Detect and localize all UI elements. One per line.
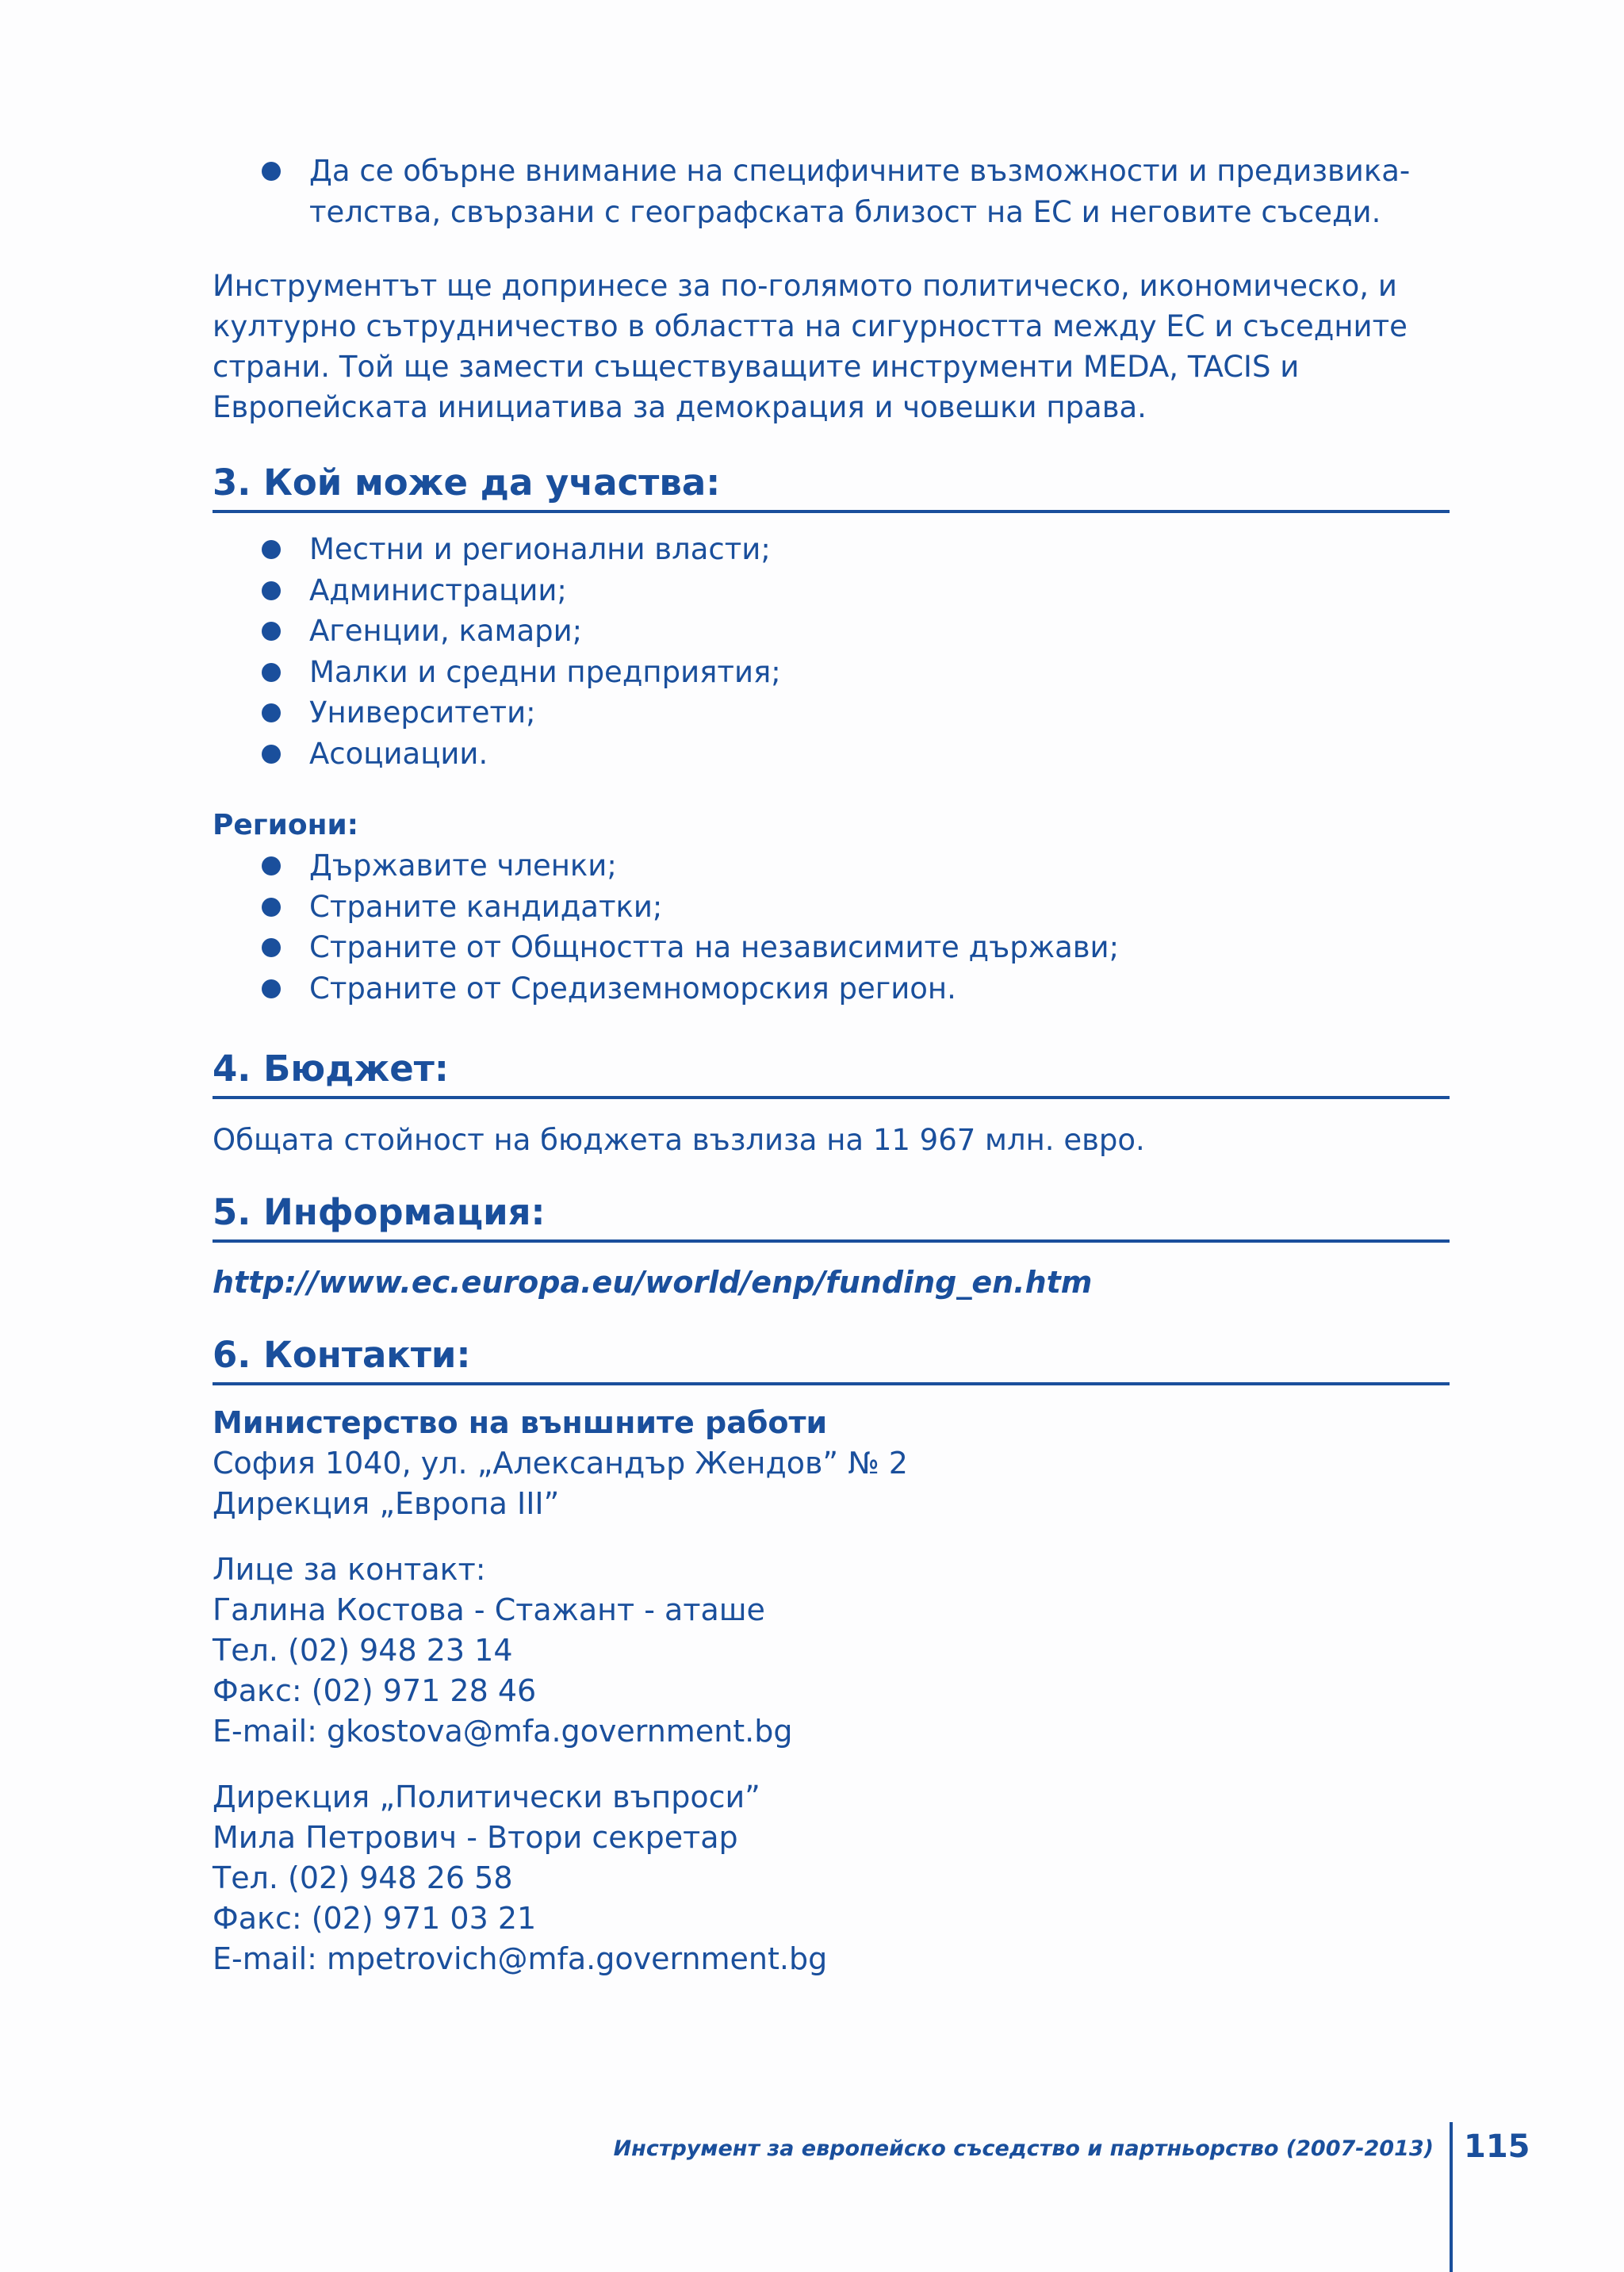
- bullet-icon: [262, 938, 281, 957]
- list-item-text: Страните от Средиземноморския регион.: [309, 971, 956, 1006]
- intro-paragraph: Инструментът ще допринесе за по-голямото политическо, икономическо, и културно сътрудничество в областта на сигурността между ЕС и съседните страни. Той ще замести съществуващите инструменти MEDA, TACIS и Европейската инициатива за демокрация и човешки права.: [213, 269, 1408, 424]
- footer-divider: [1450, 2122, 1453, 2272]
- contact-name: Мила Петрович - Втори секретар: [213, 1820, 738, 1855]
- list-item-text: Асоциации.: [309, 736, 488, 771]
- contact-department: Дирекция „Политически въпроси”: [213, 1780, 760, 1814]
- address-line: София 1040, ул. „Александър Жендов” № 2: [213, 1446, 908, 1481]
- contact-email[interactable]: E-mail: gkostova@mfa.government.bg: [213, 1714, 793, 1749]
- info-link[interactable]: http://www.ec.europa.eu/world/enp/funding_en.htm: [213, 1265, 1093, 1300]
- list-item: [213, 887, 1450, 928]
- list-item-text: Страните от Общността на независимите държави;: [309, 930, 1120, 964]
- bullet-icon: [262, 162, 281, 181]
- page-number: 115: [1464, 2128, 1530, 2165]
- bullet-icon: [262, 898, 281, 917]
- section-heading: 6. Контакти:: [213, 1331, 1450, 1385]
- contact-phone: Тел. (02) 948 23 14: [213, 1633, 513, 1668]
- ministry-name: Министерство на външните работи: [213, 1405, 828, 1440]
- list-item: [213, 529, 1450, 570]
- list-item-text: Държавите членки;: [309, 849, 617, 883]
- bullet-icon: [262, 663, 281, 682]
- bullet-icon: [262, 622, 281, 641]
- contact-fax: Факс: (02) 971 03 21: [213, 1901, 537, 1936]
- list-item-text: Университети;: [309, 695, 536, 730]
- contact-phone: Тел. (02) 948 26 58: [213, 1860, 513, 1895]
- bullet-icon: [262, 581, 281, 600]
- page-content: [213, 151, 1450, 1979]
- intro-bullet-line-2: телства, свързани с географската близост на ЕС и неговите съседи.: [309, 194, 1381, 229]
- contact-email[interactable]: E-mail: mpetrovich@mfa.government.bg: [213, 1941, 828, 1976]
- regions-list: [213, 845, 1450, 1009]
- list-item: [213, 927, 1450, 968]
- list-item: [213, 734, 1450, 775]
- running-footer-title: Инструмент за европейско съседство и партньорство (2007-2013): [613, 2136, 1434, 2161]
- list-item-text: Страните кандидатки;: [309, 889, 663, 924]
- bullet-icon: [262, 540, 281, 559]
- list-item: [213, 968, 1450, 1010]
- bullet-icon: [262, 703, 281, 722]
- participants-list: [213, 529, 1450, 774]
- list-item: [213, 151, 1450, 232]
- section-heading: 3. Кой може да участва:: [213, 459, 1450, 513]
- budget-text: Общата стойност на бюджета възлиза на 11 967 млн. евро.: [213, 1123, 1145, 1157]
- bullet-icon: [262, 856, 281, 875]
- section-heading: 4. Бюджет:: [213, 1045, 1450, 1099]
- list-item-text: Администрации;: [309, 573, 567, 607]
- list-item: [213, 570, 1450, 611]
- contact-person-2: [213, 1777, 1450, 1979]
- list-item: [213, 692, 1450, 734]
- contact-fax: Факс: (02) 971 28 46: [213, 1673, 537, 1708]
- list-item-text: Агенции, камари;: [309, 614, 583, 648]
- bullet-icon: [262, 745, 281, 764]
- contact-person-1: [213, 1550, 1450, 1752]
- section-heading: 5. Информация:: [213, 1189, 1450, 1243]
- directorate-line: Дирекция „Европа III”: [213, 1486, 560, 1521]
- intro-bullet-list: [213, 151, 1450, 232]
- contact-name: Галина Костова - Стажант - аташе: [213, 1592, 765, 1627]
- list-item-text: Малки и средни предприятия;: [309, 654, 781, 689]
- list-item: [213, 611, 1450, 652]
- regions-label: Региони:: [213, 809, 359, 841]
- contacts-block: [213, 1403, 1450, 1979]
- contact-label: Лице за контакт:: [213, 1552, 486, 1587]
- list-item: [213, 652, 1450, 693]
- list-item-text: Местни и регионални власти;: [309, 532, 771, 566]
- list-item: [213, 845, 1450, 887]
- bullet-icon: [262, 979, 281, 998]
- intro-bullet-line-1: Да се обърне внимание на специфичните възможности и предизвика-: [309, 154, 1411, 188]
